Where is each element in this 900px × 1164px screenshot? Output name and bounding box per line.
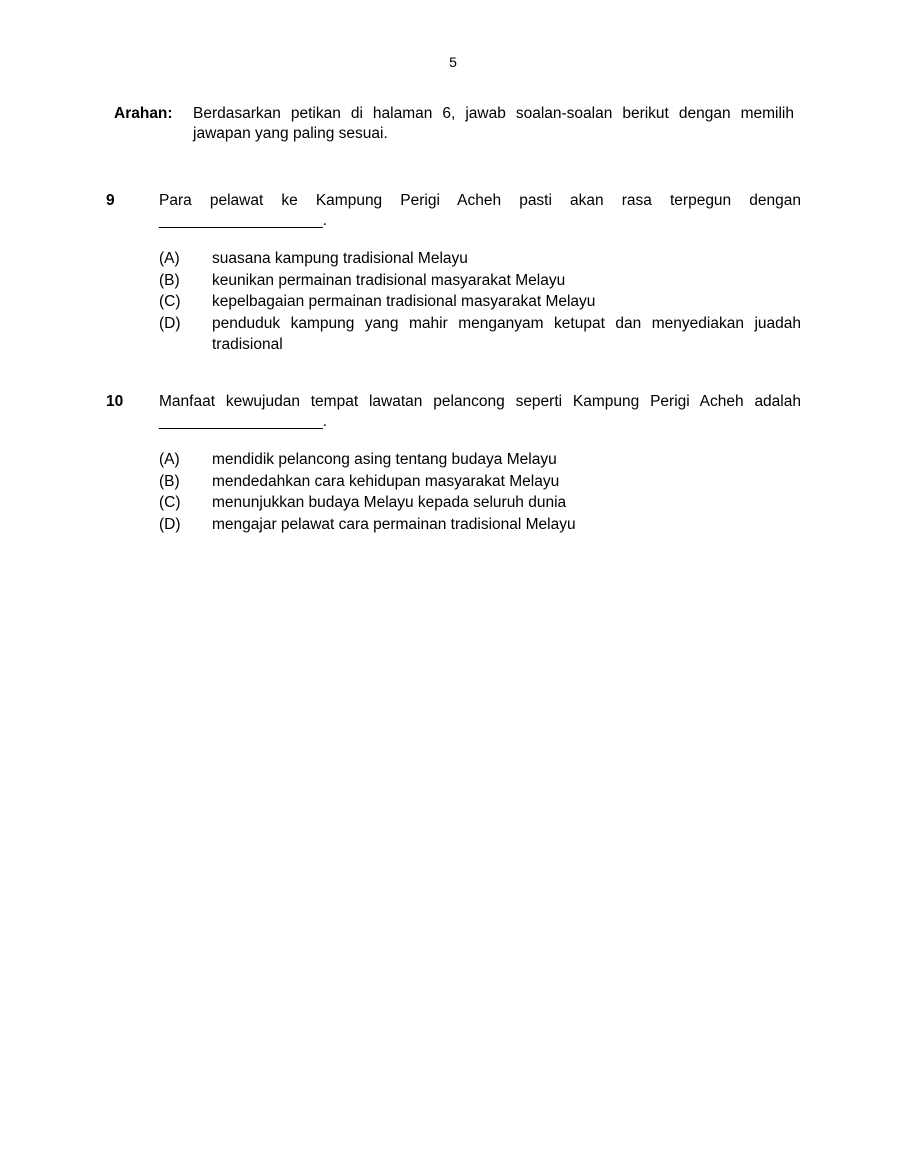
question-stem-text: Para pelawat ke Kampung Perigi Acheh pasti akan rasa terpegun dengan bbox=[159, 192, 801, 209]
question-stem bbox=[159, 191, 801, 231]
option-b[interactable] bbox=[159, 471, 801, 493]
option-text: mengajar pelawat cara permainan tradisional Melayu bbox=[212, 515, 576, 533]
answer-blank: ___________________. bbox=[159, 413, 328, 430]
question-10 bbox=[106, 392, 806, 535]
option-letter: (A) bbox=[159, 250, 180, 267]
instruction-label: Arahan: bbox=[114, 105, 173, 122]
question-number: 9 bbox=[106, 192, 115, 209]
option-letter: (C) bbox=[159, 494, 181, 511]
option-a[interactable] bbox=[159, 449, 801, 471]
option-c[interactable] bbox=[159, 492, 801, 514]
option-letter: (A) bbox=[159, 451, 180, 468]
question-9 bbox=[106, 191, 806, 356]
question-number: 10 bbox=[106, 393, 124, 410]
option-text: menunjukkan budaya Melayu kepada seluruh dunia bbox=[212, 494, 567, 511]
option-b[interactable] bbox=[159, 270, 801, 292]
instruction-text: Berdasarkan petikan di halaman 6, jawab soalan-soalan berikut dengan memilih jawapan yang paling sesuai. bbox=[193, 105, 794, 142]
option-list bbox=[159, 449, 801, 535]
option-letter: (B) bbox=[159, 472, 180, 490]
option-a[interactable] bbox=[159, 248, 801, 270]
option-letter: (D) bbox=[159, 515, 181, 533]
question-stem bbox=[159, 392, 801, 432]
option-text: penduduk kampung yang mahir menganyam ketupat dan menyediakan juadah tradisional bbox=[212, 314, 801, 353]
option-text: kepelbagaian permainan tradisional masyarakat Melayu bbox=[212, 293, 596, 310]
option-list bbox=[159, 248, 801, 356]
page-number: 5 bbox=[449, 54, 457, 70]
option-c[interactable] bbox=[159, 291, 801, 313]
option-text: suasana kampung tradisional Melayu bbox=[212, 250, 468, 267]
option-d[interactable] bbox=[159, 514, 801, 536]
option-d[interactable] bbox=[159, 313, 801, 356]
option-letter: (D) bbox=[159, 314, 181, 332]
option-letter: (B) bbox=[159, 271, 180, 289]
option-letter: (C) bbox=[159, 293, 181, 310]
option-text: keunikan permainan tradisional masyarakat Melayu bbox=[212, 271, 566, 289]
option-text: mendidik pelancong asing tentang budaya Melayu bbox=[212, 451, 557, 468]
question-stem-text: Manfaat kewujudan tempat lawatan pelancong seperti Kampung Perigi Acheh adalah bbox=[159, 393, 801, 410]
option-text: mendedahkan cara kehidupan masyarakat Melayu bbox=[212, 472, 560, 490]
answer-blank: ___________________. bbox=[159, 212, 328, 229]
instruction-block bbox=[114, 104, 794, 144]
